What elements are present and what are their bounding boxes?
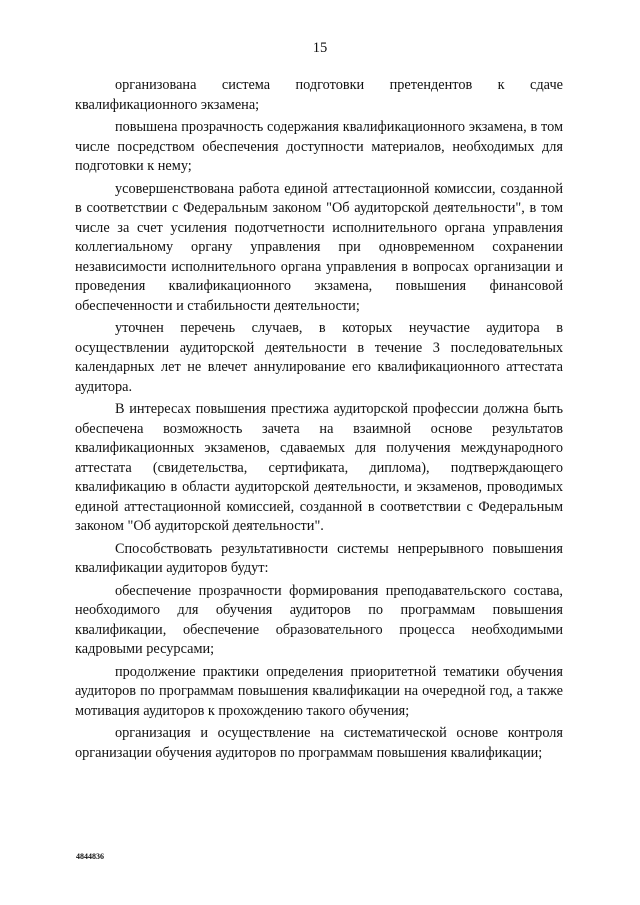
paragraph-profession-prestige: В интересах повышения престижа аудиторской профессии должна быть обеспечена возможность зачета на взаимной основе результатов квалификационных экзаменов, сдаваемых для получения международного аттестата (свидетельства, сертификата, диплома), подтверждающего квалификацию в области аудиторской деятельности, и экзаменов, проводимых единой аттестационной комиссией, созданной в соответствии с Федеральным законом "Об аудиторской деятельности".: [75, 401, 563, 534]
document-code: 4844836: [76, 852, 104, 861]
paragraph-attestation-commission: усовершенствована работа единой аттестационной комиссии, созданной в соответствии с Федеральным законом "Об аудиторской деятельности", в том числе за счет усиления подотчетности исполнительного органа управления коллегиальному органу управления при одновременном сохранении независимости исполнительного органа управления в вопросах организации и проведения квалификационного экзамена, повышения финансовой обеспеченности и стабильности деятельности;: [75, 180, 563, 314]
paragraph-training-control: организация и осуществление на систематической основе контроля организации обучения аудиторов по программам повышения квалификации;: [75, 725, 563, 761]
page-number: 15: [312, 40, 328, 56]
paragraph-exam-preparation-system: организована система подготовки претендентов к сдаче квалификационного экзамена;: [75, 77, 563, 113]
paragraph-non-participation-cases: уточнен перечень случаев, в которых неучастие аудитора в осуществлении аудиторской деятельности в течение 3 последовательных календарных лет не влечет аннулирование его квалификационного аттестата аудитора.: [75, 320, 563, 395]
paragraph-teaching-staff: обеспечение прозрачности формирования преподавательского состава, необходимого для обучения аудиторов по программам повышения квалификации, обеспечение образовательного процесса необходимыми кадровыми ресурсами;: [75, 582, 563, 657]
paragraph-priority-topics: продолжение практики определения приоритетной тематики обучения аудиторов по программам повышения квалификации на очередной год, а также мотивация аудиторов к прохождению такого обучения;: [75, 663, 563, 719]
document-body: [75, 76, 563, 766]
paragraph-exam-transparency: повышена прозрачность содержания квалификационного экзамена, в том числе посредством обеспечения доступности материалов, необходимых для подготовки к нему;: [75, 119, 563, 174]
paragraph-continuous-training-intro: Способствовать результативности системы непрерывного повышения квалификации аудиторов будут:: [75, 540, 563, 576]
